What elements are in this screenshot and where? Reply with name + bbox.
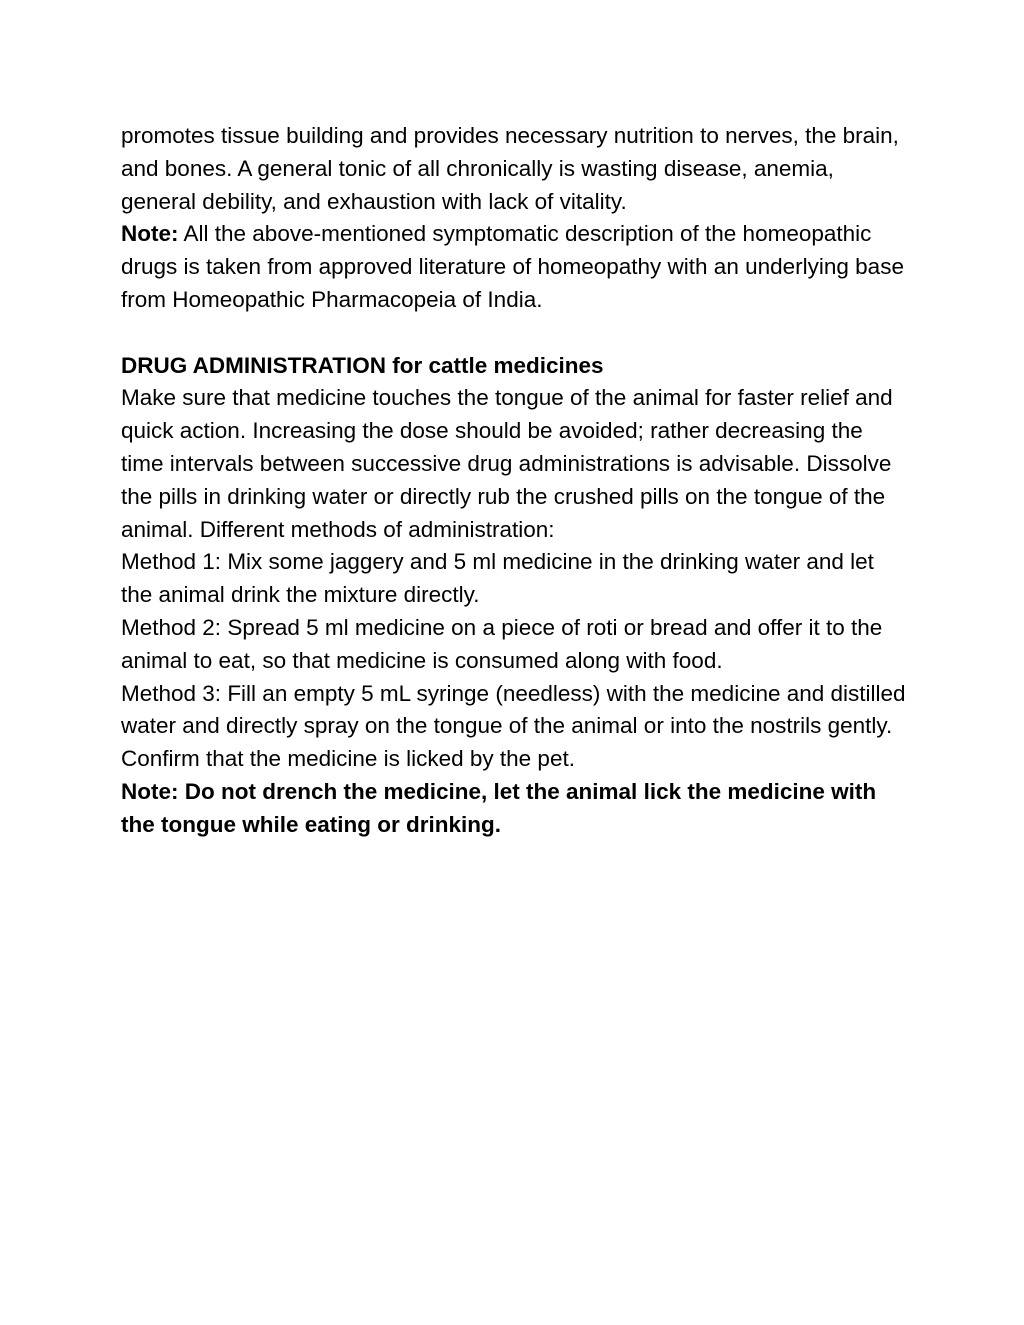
intro-paragraph: promotes tissue building and provides necessary nutrition to nerves, the brain, and bones. A general tonic of all chronically is wasting disease, anemia, general debility, and exhaustion with lack of vitality.: [121, 123, 899, 214]
closing-note: Note: Do not drench the medicine, let the animal lick the medicine with the tongue while eating or drinking.: [121, 778, 877, 837]
note-paragraph: [121, 218, 911, 316]
method-2: Method 2: Spread 5 ml medicine on a piece of roti or bread and offer it to the animal to eat, so that medicine is consumed along with food.: [121, 614, 883, 673]
method-1: Method 1: Mix some jaggery and 5 ml medicine in the drinking water and let the animal drink the mixture directly.: [121, 549, 874, 608]
section-heading: DRUG ADMINISTRATION for cattle medicines: [121, 352, 604, 378]
note-label: Note:: [121, 221, 179, 247]
note-text: All the above-mentioned symptomatic description of the homeopathic drugs is taken from approved literature of homeopathy with an underlying base from Homeopathic Pharmacopeia of India.: [121, 221, 904, 312]
section-body: Make sure that medicine touches the tongue of the animal for faster relief and quick action. Increasing the dose should be avoided; rather decreasing the time intervals between successive drug administrations is advisable. Dissolve the pills in drinking water or directly rub the crushed pills on the tongue of the animal. Different methods of administration:: [121, 385, 893, 542]
paragraph-spacer: [121, 317, 911, 350]
method-3: Method 3: Fill an empty 5 mL syringe (needless) with the medicine and distilled water and directly spray on the tongue of the animal or into the nostrils gently. Confirm that the medicine is licked by the pet.: [121, 680, 906, 772]
document-page: [121, 120, 911, 842]
